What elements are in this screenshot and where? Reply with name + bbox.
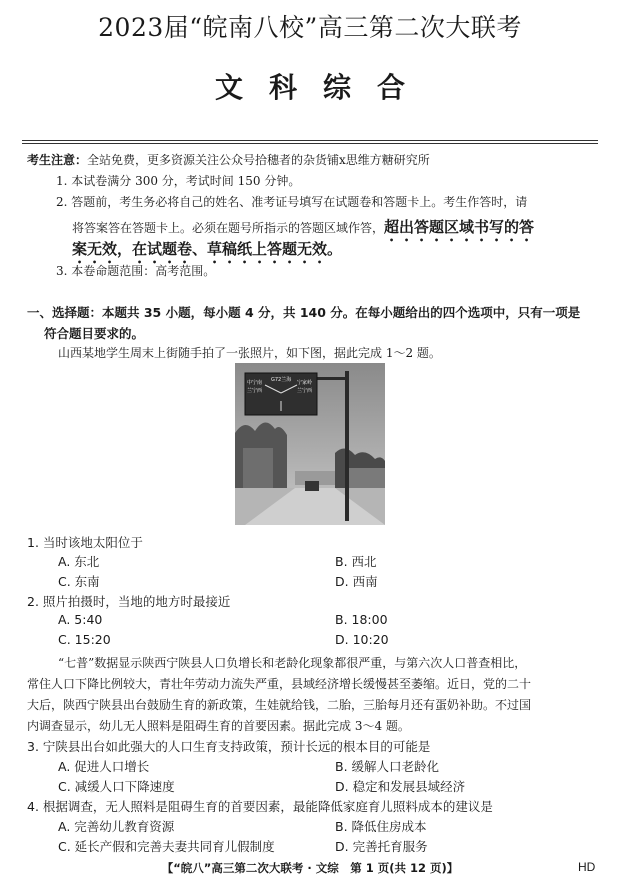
divider-top-2 [22, 143, 598, 144]
street-photo [235, 363, 385, 525]
sign-left-top: 中宁南 [247, 380, 263, 386]
notice-intro: 全站免费，更多资源关注公众号拾穗者的杂货铺x思维方糖研究所 [87, 153, 430, 167]
q3-option-b: B. 缓解人口老龄化 [335, 759, 440, 774]
q4-stem: 4. 根据调查，无人照料是阻碍生育的首要因素，最能降低家庭育儿照料成本的建议是 [27, 799, 493, 814]
q1-option-a: A. 东北 [58, 554, 100, 569]
q4-option-c: C. 延长产假和完善夫妻共同育儿假制度 [58, 839, 275, 854]
page-footer: 【“皖八”高三第二次大联考 · 文综 第 1 页(共 12 页)】 [161, 861, 459, 875]
notice-label: 考生注意： [27, 153, 88, 167]
divider-top-1 [22, 140, 598, 141]
q4-option-b: B. 降低住房成本 [335, 819, 427, 834]
q3-option-a: A. 促进人口增长 [58, 759, 150, 774]
sign-right-bottom: 兰宁西 [297, 388, 313, 394]
notice-item-2-line1: 2. 答题前，考生务必将自己的姓名、准考证号填写在试题卷和答题卡上。考生作答时，请 [56, 195, 528, 209]
passage-line-4: 内调查显示，幼儿无人照料是阻碍生育的首要因素。据此完成 3～4 题。 [27, 719, 410, 733]
q3-stem: 3. 宁陕县出台如此强大的人口生育支持政策，预计长远的根本目的可能是 [27, 739, 431, 754]
exam-title: 2023届“皖南八校”高三第二次大联考 [98, 13, 522, 42]
q1-stem: 1. 当时该地太阳位于 [27, 535, 143, 550]
sign-right-top: 宁家岭 [297, 380, 313, 386]
q3-option-d: D. 稳定和发展县域经济 [335, 779, 466, 794]
q4-option-d: D. 完善托育服务 [335, 839, 428, 854]
street-photo-image [235, 363, 385, 525]
sign-left-bottom: 兰宁西 [247, 388, 263, 394]
q1-option-d: D. 西南 [335, 574, 378, 589]
subject-title: 文科综合 [214, 71, 431, 104]
q1-option-c: C. 东南 [58, 574, 100, 589]
q3-option-c: C. 减缓人口下降速度 [58, 779, 175, 794]
question-intro-1-2: 山西某地学生周末上街随手拍了一张照片，如下图，据此完成 1～2 题。 [58, 346, 441, 360]
q1-option-b: B. 西北 [335, 554, 377, 569]
q2-option-c: C. 15:20 [58, 632, 111, 647]
q2-option-a: A. 5:40 [58, 612, 103, 627]
section-heading-line2: 符合题目要求的。 [44, 326, 145, 341]
q2-option-b: B. 18:00 [335, 612, 388, 627]
passage-line-2: 常住人口下降比例较大，青壮年劳动力流失严重，县域经济增长缓慢甚至萎缩。近日，党的二十 [27, 677, 532, 691]
notice-line [27, 151, 430, 168]
notice-item-1: 1. 本试卷满分 300 分，考试时间 150 分钟。 [56, 174, 301, 188]
sign-center: G72兰海 [271, 377, 292, 383]
passage-line-1: “七普”数据显示陕西宁陕县人口负增长和老龄化现象都很严重，与第六次人口普查相比， [58, 656, 527, 670]
notice-item-2-normal: 将答案答在答题卡上。必须在题号所指示的答题区域作答， [72, 221, 385, 235]
section-heading-line1: 一、选择题：本题共 35 小题，每小题 4 分，共 140 分。在每小题给出的四个选项中，只有一项是 [27, 305, 581, 320]
notice-item-2-emph: 超出答题区域书写的答 [384, 218, 535, 236]
q4-option-a: A. 完善幼儿教育资源 [58, 819, 175, 834]
footer-code: HD [578, 860, 596, 874]
q2-option-d: D. 10:20 [335, 632, 389, 647]
passage-line-3: 大后，陕西宁陕县出台鼓励生育的新政策，生娃就给钱，二胎，三胎每月还有蛋奶补助。不过国 [27, 698, 532, 712]
q2-stem: 2. 照片拍摄时，当地的地方时最接近 [27, 594, 231, 609]
notice-item-2-line3: 案无效，在试题卷、草稿纸上答题无效。 [72, 240, 343, 258]
notice-item-3: 3. 本卷命题范围：高考范围。 [56, 264, 216, 278]
